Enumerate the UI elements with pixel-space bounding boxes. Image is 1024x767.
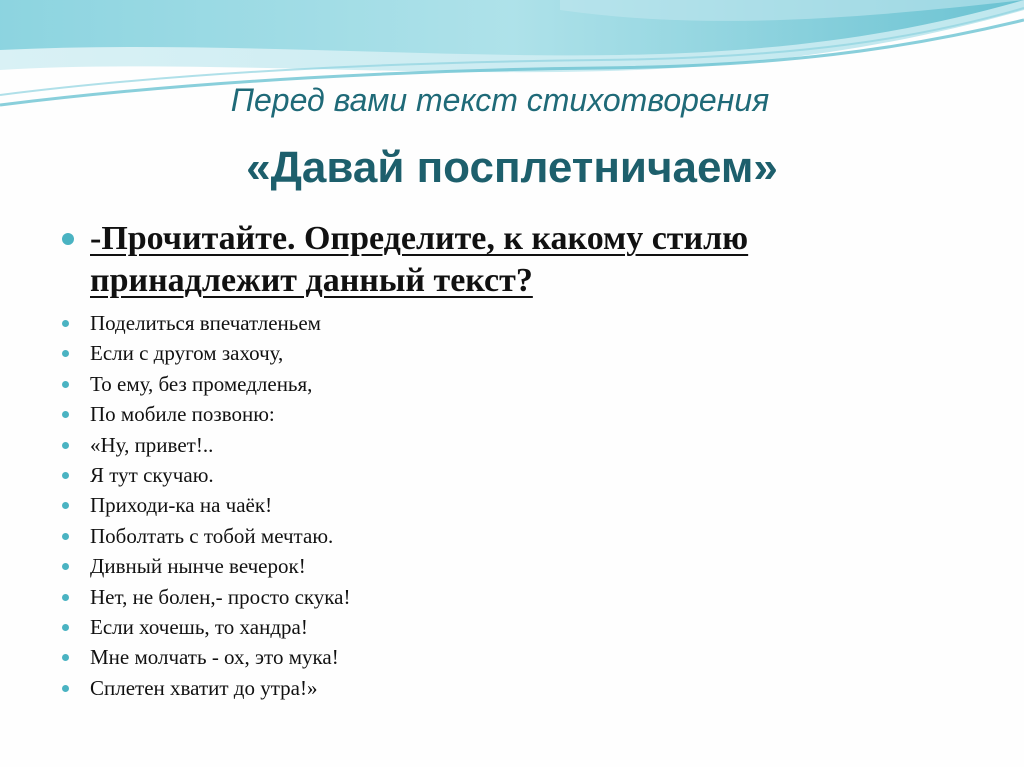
bullet-icon [62,350,69,357]
bullet-icon [62,472,69,479]
poem-line-text: Нет, не болен,- просто скука! [90,584,351,609]
slide-subtitle: Перед вами текст стихотворения [230,82,770,118]
bullet-icon [62,320,69,327]
bullet-icon [62,442,69,449]
poem-line-text: Поделиться впечатленьем [90,311,321,335]
slide-content [60,218,960,703]
poem-line-text: «Ну, привет!.. [90,432,214,457]
slide-title: «Давай посплетничаем» [246,143,778,192]
poem-line [60,582,960,612]
poem-line [60,673,960,703]
poem-line [60,460,960,490]
bullet-icon [62,233,74,245]
poem-line [60,338,960,368]
poem-line-text: То ему, без промедленья, [90,371,313,396]
poem-line-text: Если хочешь, то хандра! [90,615,308,640]
bullet-icon [62,563,69,570]
bullet-icon [62,533,69,540]
bullet-icon [62,381,69,388]
bullet-icon [62,411,69,418]
poem-line [60,308,960,338]
poem-line-text: Я тут скучаю. [90,463,214,488]
bullet-icon [62,654,69,661]
poem-line-text: Приходи-ка на чаёк! [90,493,273,518]
poem-line [60,551,960,581]
poem-line [60,369,960,399]
poem-line-text: Сплетен хватит до утра!» [90,675,318,700]
lead-question [60,218,960,302]
poem-line-text: По мобиле позвоню: [90,402,275,427]
poem-line [60,521,960,551]
poem-line-text: Если с другом захочу, [90,341,284,366]
bullet-icon [62,594,69,601]
poem-line [60,399,960,429]
poem-line [60,612,960,642]
poem-line [60,642,960,672]
poem-line-text: Поболтать с тобой мечтаю. [90,523,334,548]
bullet-icon [62,502,69,509]
lead-question-text: -Прочитайте. Определите, к какому стилю принадлежит данный текст? [90,220,749,299]
poem-line [60,490,960,520]
bullet-icon [62,624,69,631]
bullet-icon [62,685,69,692]
poem-list [60,308,960,703]
poem-line [60,430,960,460]
poem-line-text: Дивный нынче вечерок! [90,554,306,579]
poem-line-text: Мне молчать - ох, это мука! [90,645,339,670]
